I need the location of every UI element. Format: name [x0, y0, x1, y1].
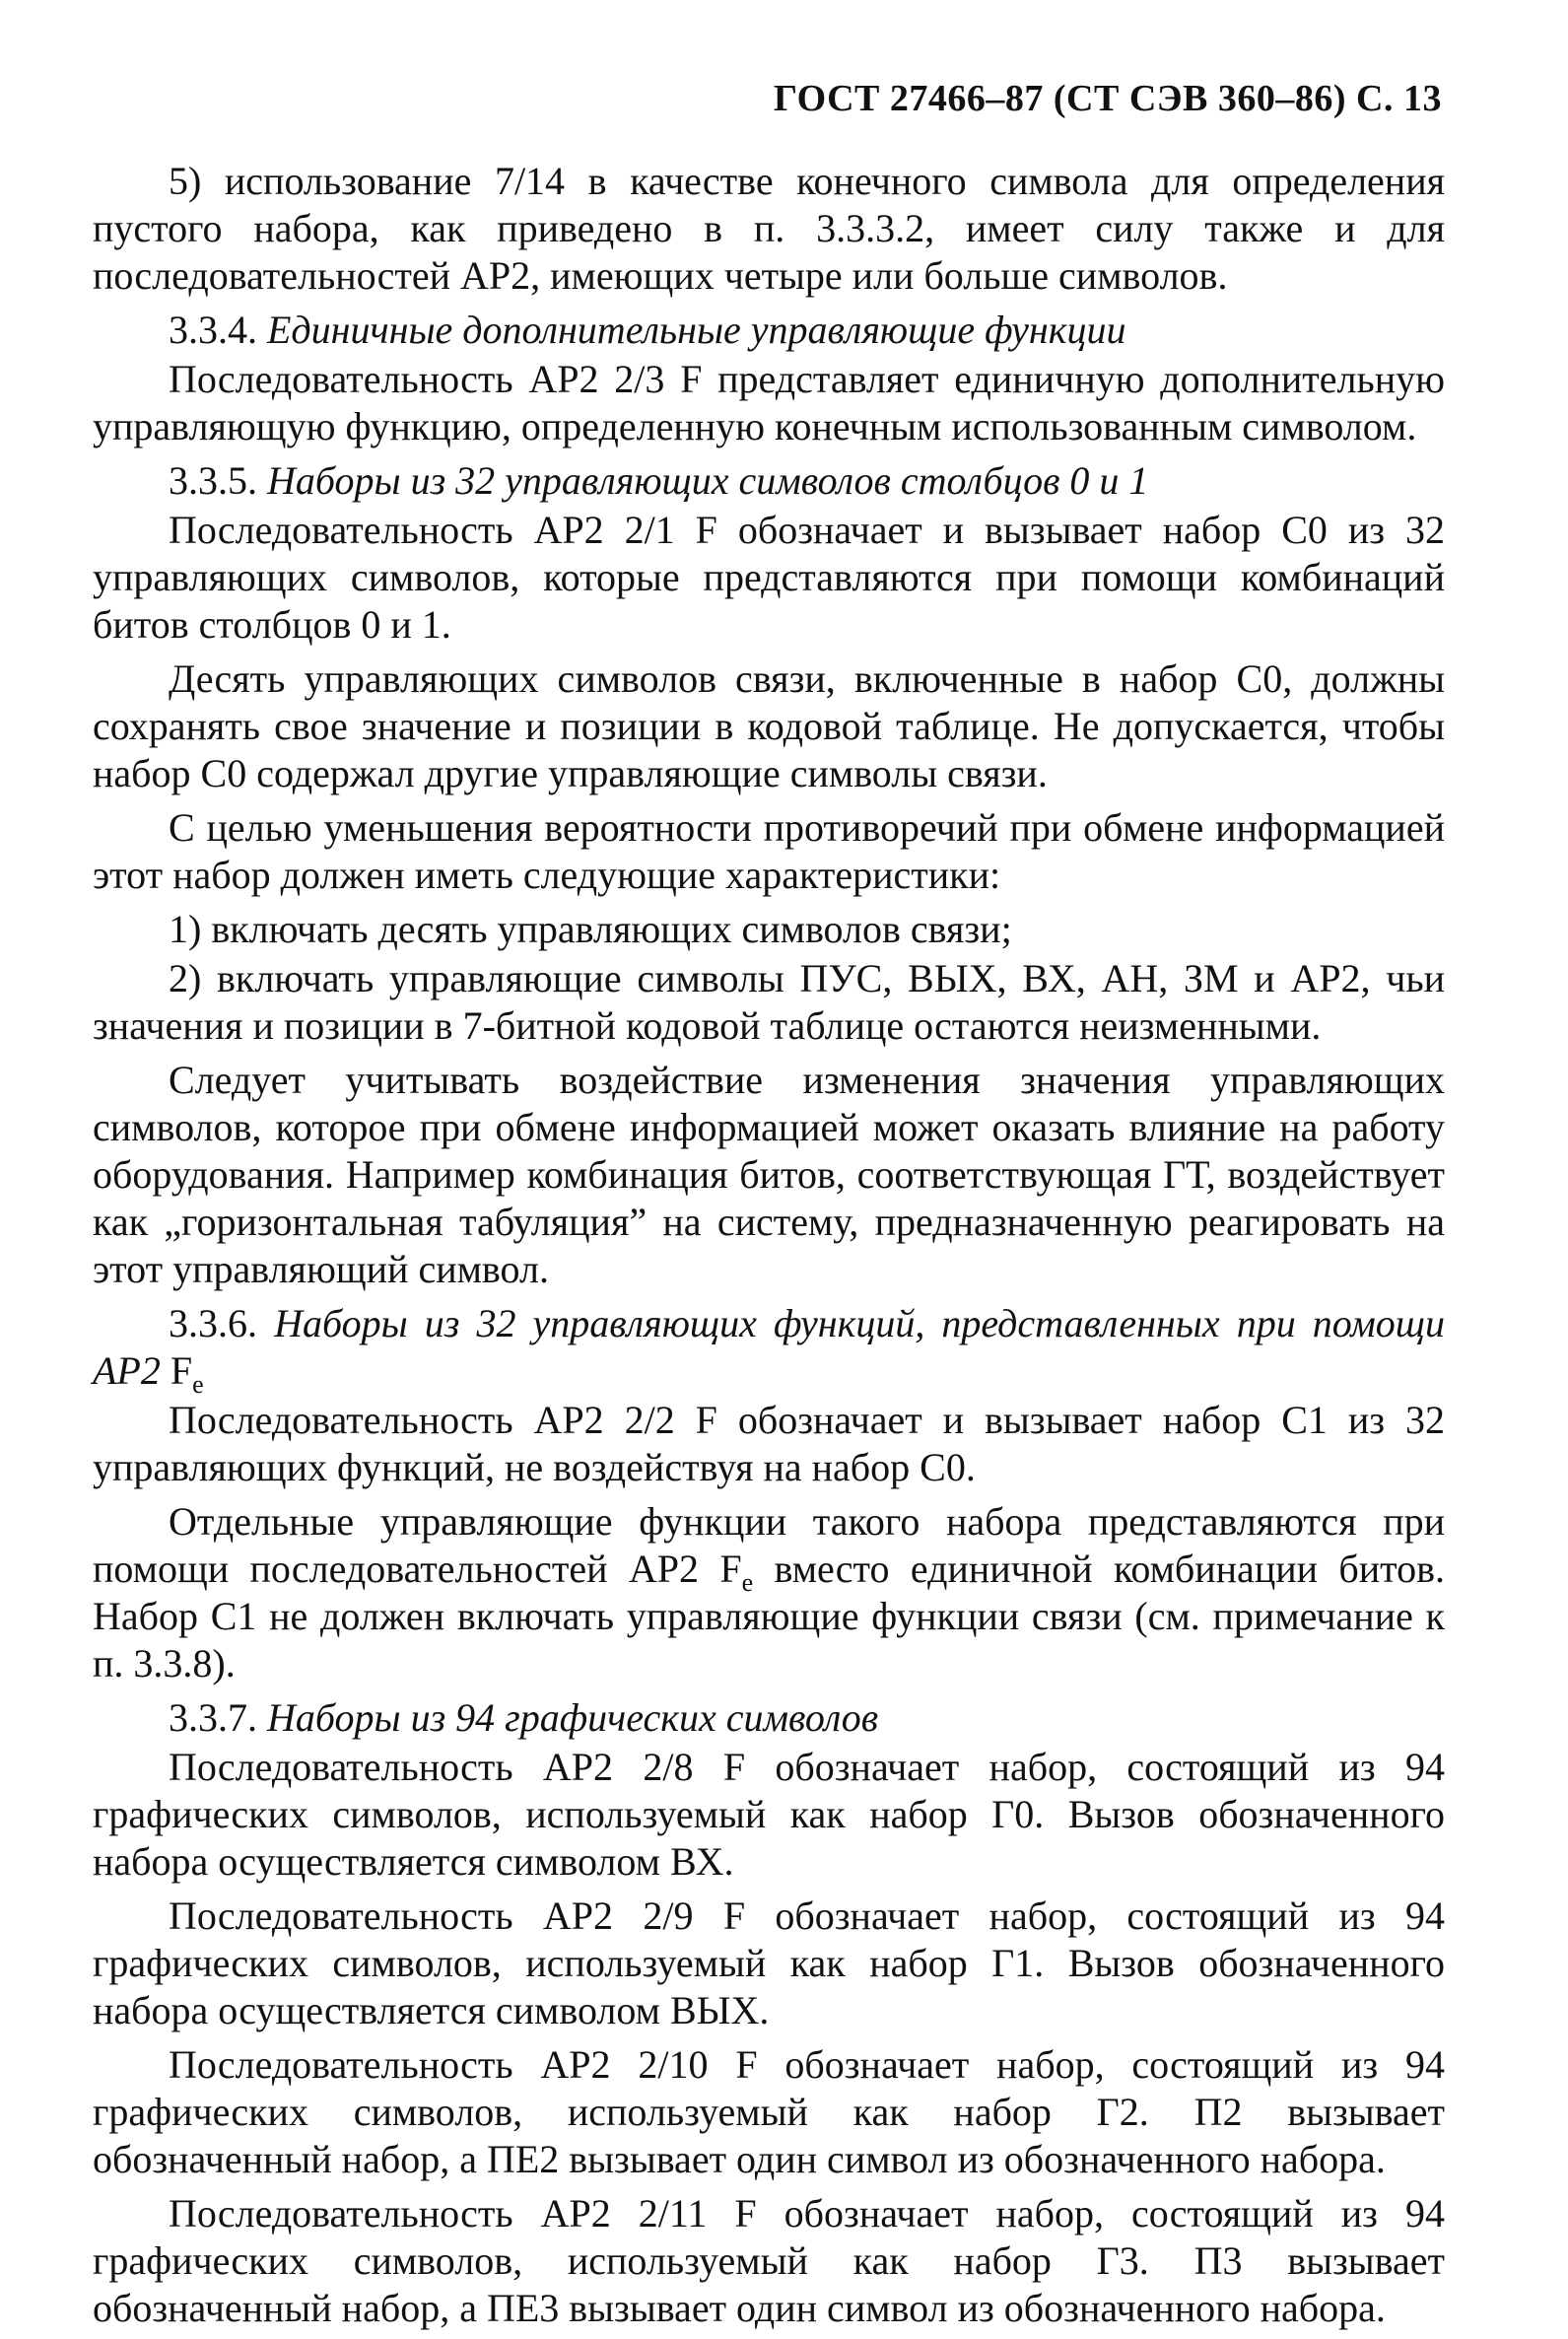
- section-title-subscript: e: [192, 1370, 204, 1399]
- paragraph: Последовательность АР2 2/9 F обозначает набор, состоящий из 94 графических символов, используемый как набор Г1. Вызов обозначенного набора осуществляется символом ВЫХ.: [93, 1893, 1445, 2032]
- section-heading-3-3-5: [93, 457, 1445, 505]
- page-header: ГОСТ 27466–87 (СТ СЭВ 360–86) С. 13: [773, 78, 1442, 119]
- paragraph: [93, 1498, 1445, 1687]
- section-number: 3.3.5.: [169, 458, 257, 503]
- paragraph: Последовательность АР2 2/10 F обозначает набор, состоящий из 94 графических символов, используемый как набор Г2. П2 вызывает обозначенный набор, а ПЕ2 вызывает один символ из обозначенного набора.: [93, 2042, 1445, 2181]
- section-heading-3-3-7: [93, 1694, 1445, 1742]
- paragraph: Последовательность АР2 2/11 F обозначает набор, состоящий из 94 графических символов, используемый как набор Г3. П3 вызывает обозначенный набор, а ПЕ3 вызывает один символ из обозначенного набора.: [93, 2191, 1445, 2330]
- paragraph: Десять управляющих символов связи, включенные в набор С0, должны сохранять свое значение и позиции в кодовой таблице. Не допускается, чтобы набор С0 содержал другие управляющие символы связи.: [93, 656, 1445, 795]
- page-body: [93, 158, 1445, 2339]
- paragraph: Последовательность АР2 2/1 F обозначает и вызывает набор С0 из 32 управляющих символов, которые представляются при помощи комбинаций битов столбцов 0 и 1.: [93, 508, 1445, 647]
- section-title-symbol: F: [170, 1348, 193, 1393]
- paragraph: Последовательность АР2 2/2 F обозначает и вызывает набор С1 из 32 управляющих функций, не воздействуя на набор С0.: [93, 1398, 1445, 1489]
- list-item: 1) включать десять управляющих символов связи;: [169, 907, 1012, 951]
- section-title: Наборы из 94 графических символов: [267, 1695, 879, 1740]
- paragraph-text: вместо единичной комбинации битов. Набор С1 не должен включать управляющие функции связи (см. примечание к п. 3.3.8).: [93, 1547, 1445, 1685]
- paragraph-text: Отдельные управляющие функции такого набора представляются при помощи последовательностей АР2 F: [93, 1499, 1445, 1591]
- section-title: Наборы из 32 управляющих символов столбцов 0 и 1: [267, 458, 1149, 503]
- paragraph: Последовательность АР2 2/8 F обозначает набор, состоящий из 94 графических символов, используемый как набор Г0. Вызов обозначенного набора осуществляется символом ВХ.: [93, 1745, 1445, 1884]
- section-title: Единичные дополнительные управляющие функции: [267, 308, 1126, 352]
- paragraph: Следует учитывать воздействие изменения значения управляющих символов, которое при обмене информацией может оказать влияние на работу оборудования. Например комбинация битов, соответствующая ГТ, воздействует как „горизонтальная табуляция” на систему, предназначенную реагировать на этот управляющий символ.: [93, 1058, 1445, 1291]
- subscript: e: [741, 1568, 754, 1597]
- paragraph-item-5: 5) использование 7/14 в качестве конечного символа для определения пустого набора, как приведено в п. 3.3.3.2, имеет силу также и для последовательностей АР2, имеющих четыре или больше символов.: [93, 159, 1445, 298]
- paragraph: Последовательность АР2 2/3 F представляет единичную дополнительную управляющую функцию, определенную конечным использованным символом.: [93, 357, 1445, 448]
- section-number: 3.3.7.: [169, 1695, 257, 1740]
- section-title: Наборы из 32 управляющих функций, представленных при помощи АР2: [93, 1301, 1445, 1393]
- list-item: 2) включать управляющие символы ПУС, ВЫХ, ВХ, АН, ЗМ и АР2, чьи значения и позиции в 7-битной кодовой таблице остаются неизменными.: [93, 956, 1445, 1048]
- section-heading-3-3-4: [93, 307, 1445, 354]
- paragraph: С целью уменьшения вероятности противоречий при обмене информацией этот набор должен иметь следующие характеристики:: [93, 805, 1445, 897]
- section-number: 3.3.6.: [169, 1301, 257, 1345]
- section-number: 3.3.4.: [169, 308, 257, 352]
- section-heading-3-3-6: [93, 1300, 1445, 1399]
